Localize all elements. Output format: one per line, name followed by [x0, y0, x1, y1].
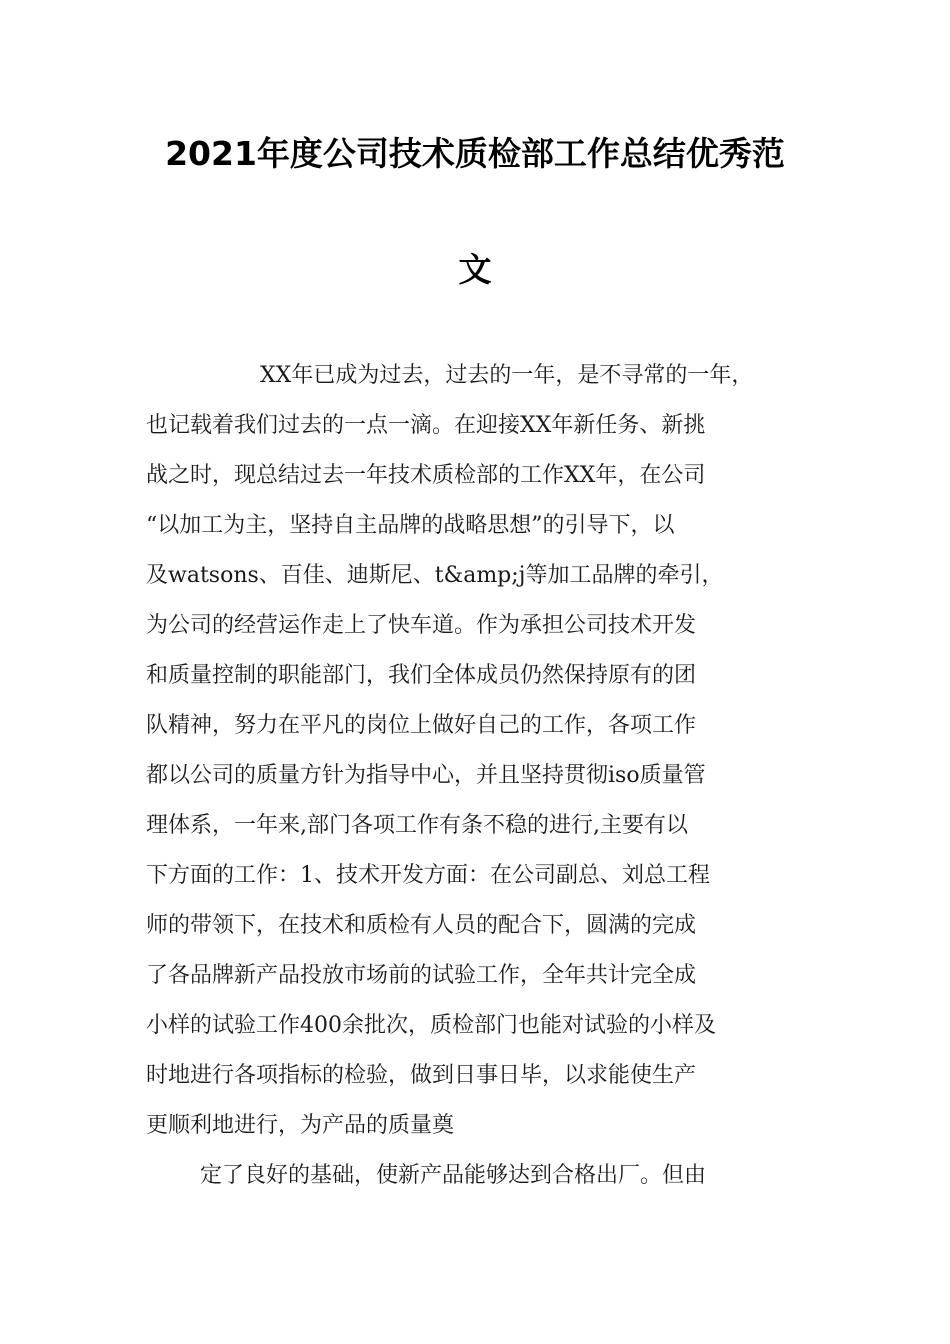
body-line: 时地进行各项指标的检验，做到日事日毕，以求能使生产: [146, 1063, 697, 1088]
body-line: 和质量控制的职能部门，我们全体成员仍然保持原有的团: [146, 663, 697, 688]
body-line: 定了良好的基础，使新产品能够达到合格出厂。但由: [200, 1163, 707, 1188]
body-line: 师的带领下，在技术和质检有人员的配合下，圆满的完成: [146, 913, 697, 938]
body-line: 也记载着我们过去的一点一滴。在迎接XX年新任务、新挑: [146, 413, 706, 438]
body-line: 小样的试验工作400余批次，质检部门也能对试验的小样及: [146, 1013, 716, 1038]
body-line: 更顺利地进行，为产品的质量奠: [146, 1113, 455, 1138]
body-line: 下方面的工作：1、技术开发方面：在公司副总、刘总工程: [146, 863, 710, 888]
body-line: 了各品牌新产品投放市场前的试验工作，全年共计完全成: [146, 963, 697, 988]
body-line: 为公司的经营运作走上了快车道。作为承担公司技术开发: [146, 613, 697, 638]
document-title-line-1: 2021年度公司技术质检部工作总结优秀范: [165, 134, 785, 173]
body-line: 理体系，一年来,部门各项工作有条不稳的进行,主要有以: [146, 813, 688, 838]
body-line: 队精神，努力在平凡的岗位上做好自己的工作，各项工作: [146, 713, 697, 738]
body-line: XX年已成为过去，过去的一年，是不寻常的一年，: [260, 363, 754, 388]
body-line: 及watsons、百佳、迪斯尼、t&amp;j等加工品牌的牵引，: [146, 563, 724, 588]
body-line: “以加工为主，坚持自主品牌的战略思想”的引导下，以: [146, 513, 675, 538]
body-line: 都以公司的质量方针为指导中心，并且坚持贯彻iso质量管: [146, 763, 706, 788]
body-line: 战之时，现总结过去一年技术质检部的工作XX年，在公司: [146, 463, 706, 488]
document-title-line-2: 文: [458, 250, 492, 289]
